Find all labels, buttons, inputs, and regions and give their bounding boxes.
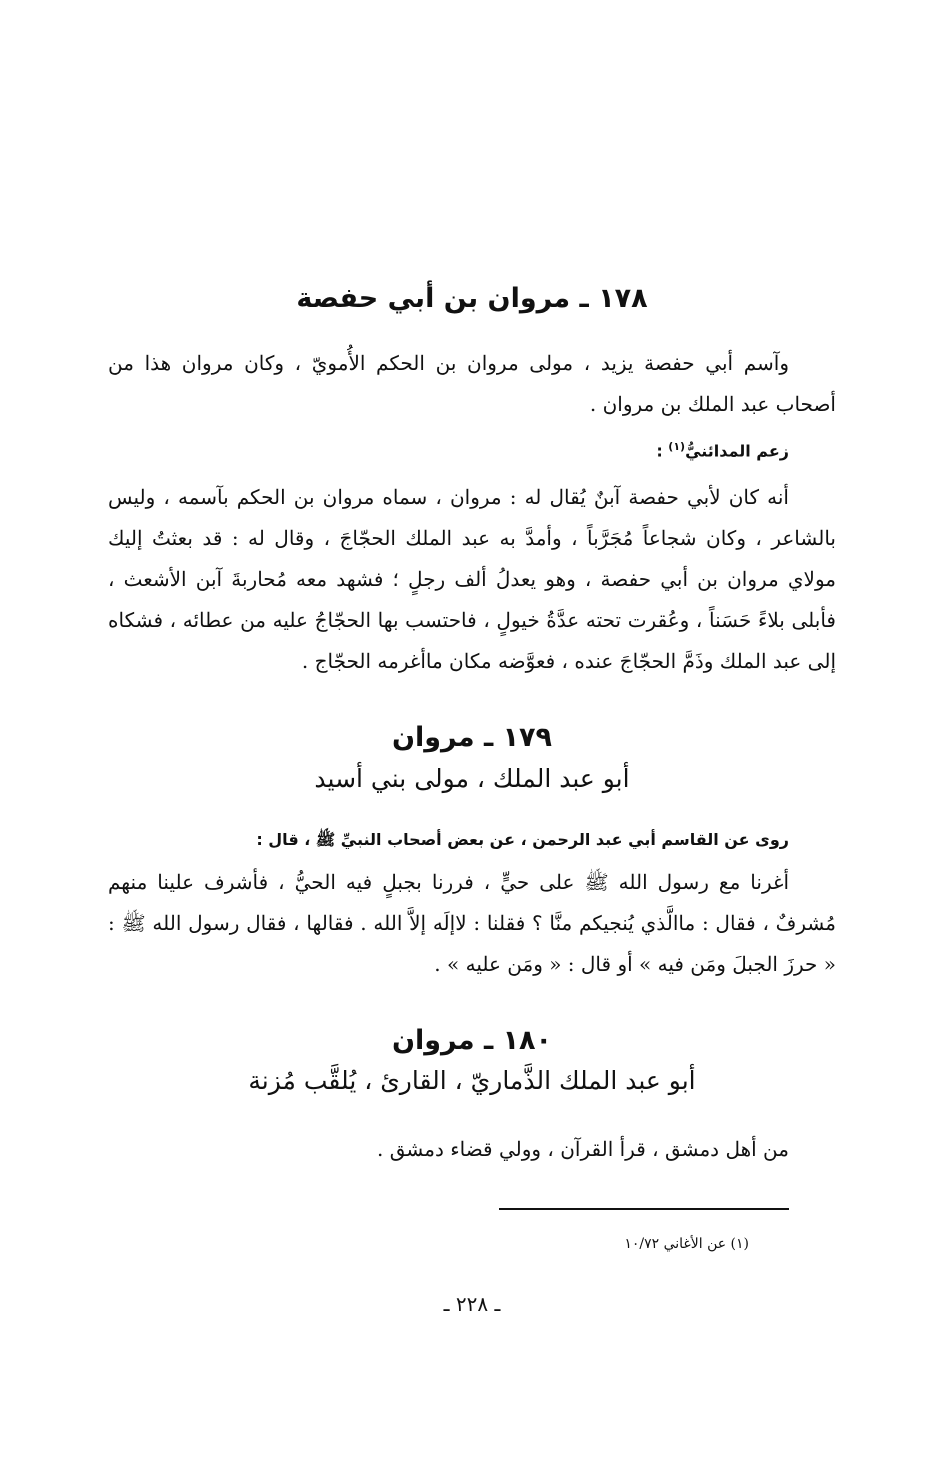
entry-180-heading: ١٨٠ ـ مروان [391, 1025, 553, 1056]
entry-179-body: أغرنا مع رسول الله ﷺ على حيٍّ ، فررنا بجبلٍ فيه الحيُّ ، فأشرف علينا منهم مُشرفٌ ، فقال : ماالَّذي يُنجيكم منَّا ؟ فقلنا : لاإلَه إلاَّ الله . فقالها ، فقال رسول الله ﷺ : « حرزَ الجبلَ ومَن فيه » أو قال : « ومَن عليه » . [108, 870, 836, 976]
entry-178-source-label [108, 440, 789, 460]
entry-179-subheading: أبو عبد الملك ، مولى بني أسيد [314, 764, 630, 793]
entry-178-intro: وآسم أبي حفصة يزيد ، مولى مروان بن الحكم الأُمويّ ، وكان مروان هذا من أصحاب عبد الملك بن مروان . [108, 351, 836, 416]
source-label-text: زعم المدائنيُّ [685, 441, 789, 461]
entry-179-source-label: روى عن القاسم أبي عبد الرحمن ، عن بعض أصحاب النبيِّ ﷺ ، قال : [256, 830, 789, 849]
entry-180-subheading: أبو عبد الملك الذَّماريّ ، القارئ ، يُلقَّب مُزنة [248, 1066, 696, 1095]
entry-178-body: أنه كان لأبي حفصة آبنٌ يُقال له : مروان ، سماه مروان بن الحكم بآسمه ، وليس بالشاعر ، وكان شجاعاً مُجَرَّباً ، وأمدَّ به عبد الملك الحجّاجَ ، وقال له : قد بعثتُ إليك مولاي مروان بن أبي حفصة ، وهو يعدلُ ألف رجلٍ ؛ فشهد معه مُحاربةَ آبن الأشعث ، فأبلى بلاءً حَسَناً ، وعُقرت تحته عدَّةُ خيولٍ ، فاحتسب بها الحجّاجُ عليه من عطائه ، فشكاه إلى عبد الملك وذَمَّ الحجّاجَ عنده ، فعوَّضه مكان ماأغرمه الحجّاج . [108, 485, 836, 673]
entry-180-body: من أهل دمشق ، قرأ القرآن ، وولي قضاء دمشق . [377, 1137, 789, 1161]
footnote-divider [499, 1208, 789, 1210]
footnote-marker: (١) [668, 440, 686, 453]
source-label-tail: : [656, 441, 669, 461]
entry-179-heading: ١٧٩ ـ مروان [391, 722, 553, 753]
page-number: ـ ٢٢٨ ـ [443, 1292, 501, 1316]
entry-178-heading: ١٧٨ ـ مروان بن أبي حفصة [296, 283, 648, 314]
footnote: (١) عن الأغاني ١٠/٧٢ [624, 1236, 749, 1252]
